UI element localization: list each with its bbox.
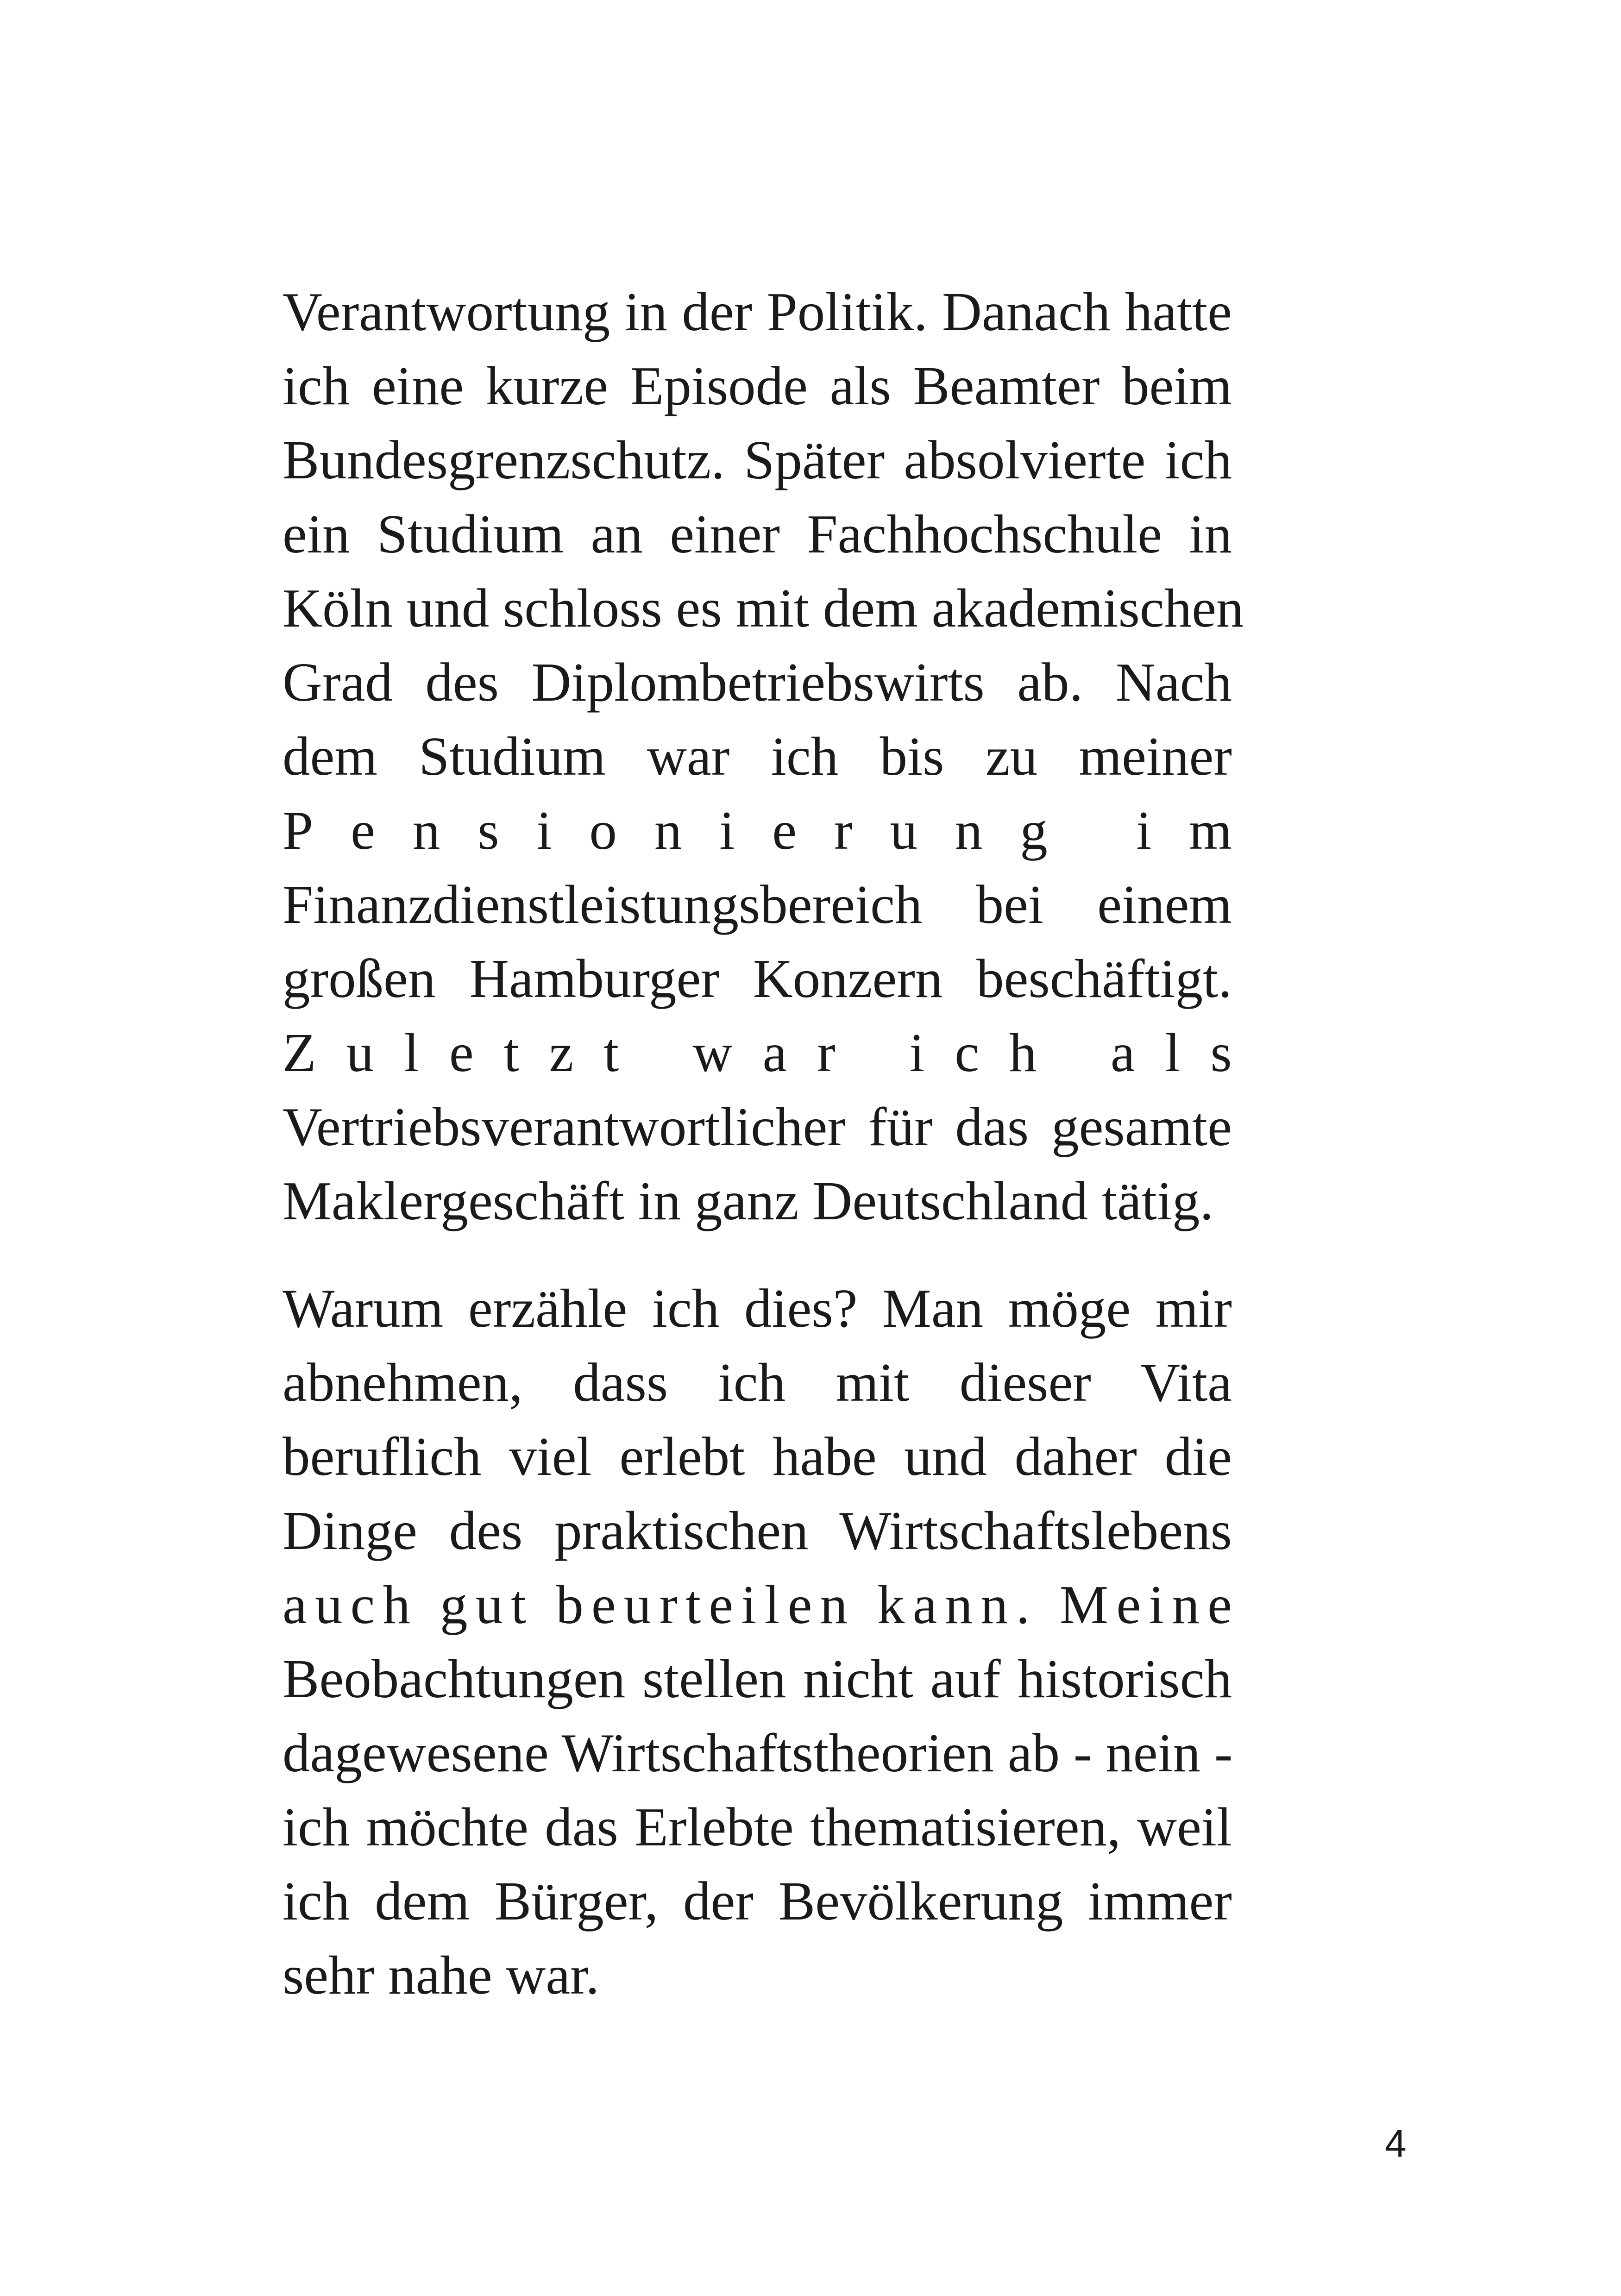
text-line: abnehmen, dass ich mit dieser Vita (283, 1352, 1232, 1413)
text-line: ich dem Bürger, der Bevölkerung immer (283, 1870, 1232, 1932)
page-number: 4 (1385, 2121, 1407, 2165)
text-line: beruflich viel erlebt habe und daher die (283, 1426, 1232, 1487)
text-line: Z u l e t z t w a r i c h a l s (283, 1022, 1232, 1083)
paragraph-2 (283, 1271, 1232, 2012)
text-line: Finanzdienstleistungsbereich bei einem (283, 874, 1232, 935)
text-line: ein Studium an einer Fachhochschule in (283, 503, 1232, 565)
text-line: großen Hamburger Konzern beschäftigt. (283, 948, 1232, 1009)
paragraph-1 (283, 275, 1244, 1238)
text-line: Beobachtungen stellen nicht auf historisch (283, 1648, 1232, 1709)
text-line: Dinge des praktischen Wirtschaftslebens (283, 1500, 1232, 1561)
text-line: Verantwortung in der Politik. Danach hatte (283, 281, 1232, 342)
text-line: Warum erzähle ich dies? Man möge mir (283, 1278, 1232, 1339)
text-line: Grad des Diplombetriebswirts ab. Nach (283, 652, 1232, 713)
text-line: dem Studium war ich bis zu meiner (283, 726, 1232, 787)
text-line: Maklergeschäft in ganz Deutschland tätig. (283, 1170, 1214, 1231)
text-line: Bundesgrenzschutz. Später absolvierte ich (283, 429, 1232, 490)
text-line: ich eine kurze Episode als Beamter beim (283, 355, 1232, 416)
text-line: ich möchte das Erlebte thematisieren, weil (283, 1796, 1232, 1857)
text-line: P e n s i o n i e r u n g i m (283, 800, 1232, 861)
text-line: Köln und schloss es mit dem akademischen (283, 577, 1244, 639)
text-line: a u c h g u t b e u r t e i l e n k a n n . M e i n e (283, 1574, 1232, 1635)
text-line: Vertriebsverantwortlicher für das gesamte (283, 1096, 1232, 1157)
text-line: sehr nahe war. (283, 1945, 599, 2006)
text-line: dagewesene Wirtschaftstheorien ab - nein - (283, 1722, 1233, 1783)
